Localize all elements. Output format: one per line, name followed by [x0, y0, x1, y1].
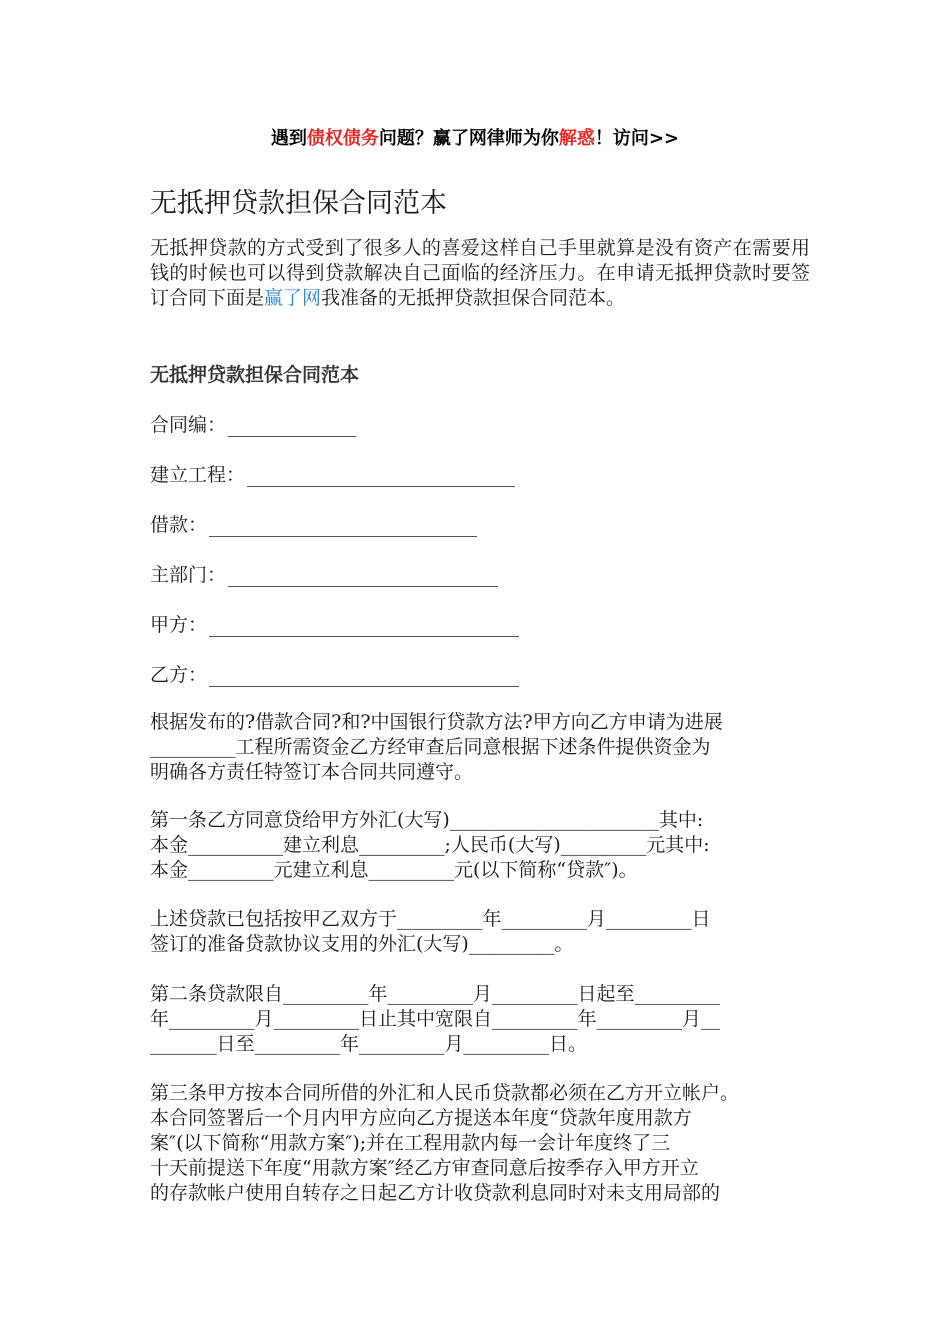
paragraph-line: 的存款帐户使用自转存之日起乙方计收贷款利息同时对未支用局部的	[150, 1182, 721, 1204]
document-title: 无抵押贷款担保合同范本	[150, 188, 447, 219]
intro-paragraph	[150, 236, 810, 311]
project-field	[150, 460, 515, 487]
paragraph-line: 第三条甲方按本合同所借的外汇和人民币贷款都必须在乙方开立帐户。	[150, 1082, 740, 1104]
section-subheading: 无抵押贷款担保合同范本	[150, 364, 360, 386]
loan-field	[150, 510, 477, 537]
article-3-paragraph	[150, 1081, 810, 1206]
banner-highlight-answer: 解惑	[558, 128, 595, 149]
party-a-label: 甲方：	[150, 614, 208, 636]
loan-agreement-paragraph	[150, 907, 810, 957]
paragraph-line: 年_________月_________日止其中宽限自_________年_________月__	[150, 1008, 721, 1030]
paragraph-line: _________工程所需资金乙方经审查后同意根据下述条件提供资金为	[150, 736, 711, 758]
paragraph-line: 案″(以下简称“用款方案″);并在工程用款内每一会计年度终了三	[150, 1132, 671, 1154]
paragraph-line: 本合同签署后一个月内甲方应向乙方提送本年度“贷款年度用款方	[150, 1107, 692, 1129]
contract-number-label: 合同编：	[150, 414, 227, 436]
intro-text-after: 我准备的无抵押贷款担保合同范本。	[321, 287, 626, 309]
party-b-blank	[209, 666, 519, 687]
party-a-field	[150, 610, 519, 637]
banner-visit-link[interactable]: ！访问>>	[594, 128, 680, 149]
project-label: 建立工程：	[150, 464, 246, 486]
project-blank	[247, 466, 515, 487]
paragraph-line: 十天前提送下年度“用款方案″经乙方审查同意后按季存入甲方开立	[150, 1157, 699, 1179]
paragraph-line: 第一条乙方同意贷给甲方外汇(大写)______________________其中:	[150, 809, 704, 831]
article-1-paragraph	[150, 808, 810, 883]
paragraph-line: 本金__________建立利息_________;人民币(大写)_________元其中:	[150, 834, 710, 856]
party-b-field	[150, 660, 519, 687]
paragraph-line: 明确各方责任特签订本合同共同遵守。	[150, 761, 474, 783]
department-blank	[228, 566, 498, 587]
promo-banner[interactable]	[0, 124, 950, 150]
contract-number-field	[150, 410, 356, 437]
banner-text-2: 问题？赢了网律师为你	[378, 128, 559, 149]
intro-site-link[interactable]: 赢了网	[264, 287, 322, 309]
department-label: 主部门：	[150, 564, 227, 586]
paragraph-line: 根据发布的?借款合同?和?中国银行贷款方法?甲方向乙方申请为进展	[150, 711, 723, 733]
contract-number-blank	[228, 416, 356, 437]
banner-text-1: 遇到	[270, 128, 307, 149]
preamble-paragraph	[150, 710, 810, 785]
party-a-blank	[209, 616, 519, 637]
paragraph-line: 本金_________元建立利息_________元(以下简称“贷款″)。	[150, 859, 638, 881]
paragraph-line: _______日至_________年_________月_________日。	[150, 1033, 588, 1055]
article-2-paragraph	[150, 982, 810, 1057]
paragraph-line: 签订的准备贷款协议支用的外汇(大写)_________。	[150, 933, 574, 955]
paragraph-line: 上述贷款已包括按甲乙双方于_________年_________月_________日	[150, 908, 711, 930]
banner-highlight-debt: 债权债务	[306, 128, 379, 149]
paragraph-line: 第二条贷款限自_________年_________月_________日起至_________	[150, 983, 721, 1005]
loan-blank	[209, 516, 477, 537]
party-b-label: 乙方：	[150, 664, 208, 686]
intro-text-before: 无抵押贷款的方式受到了很多人的喜爱这样自己手里就算是没有资产在需要用钱的时候也可以得到贷款解决自己面临的经济压力。在申请无抵押贷款时要签订合同下面是	[150, 237, 810, 309]
department-field	[150, 560, 498, 587]
loan-label: 借款：	[150, 514, 208, 536]
